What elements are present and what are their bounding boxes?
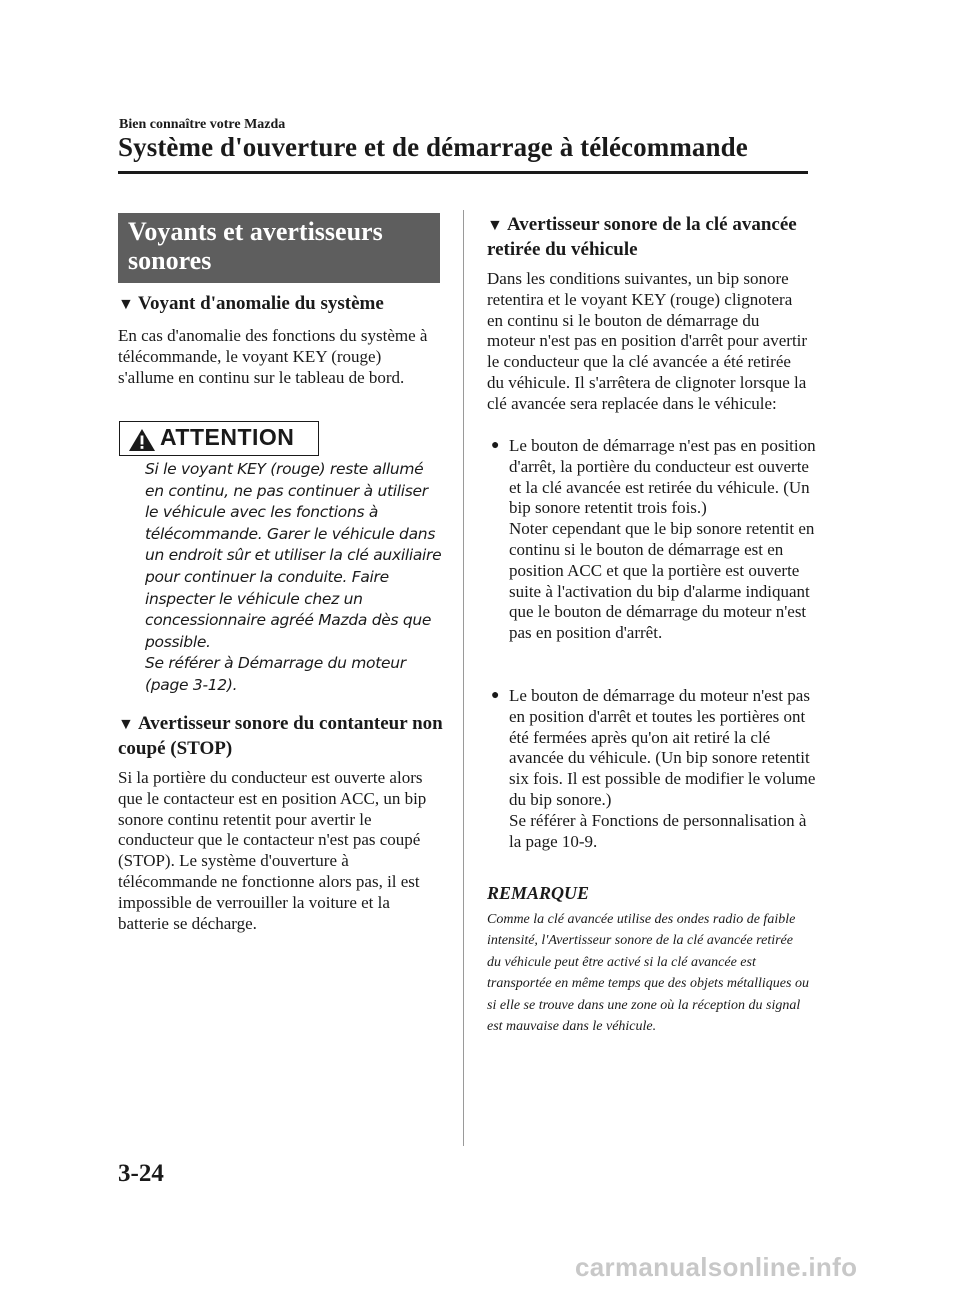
header-subtitle: Bien connaître votre Mazda: [119, 117, 286, 132]
paragraph-system-anomaly: En cas d'anomalie des fonctions du système à télécommande, le voyant KEY (rouge) s'allume en continu sur le tableau de bord.: [118, 326, 428, 387]
triangle-down-icon: ▼: [118, 296, 134, 313]
warning-triangle-icon: [128, 428, 156, 452]
attention-reference: Se référer à Démarrage du moteur (page 3-12).: [145, 654, 406, 694]
list-item-note: Se référer à Fonctions de personnalisation à la page 10-9.: [509, 810, 807, 851]
triangle-down-icon: ▼: [487, 217, 503, 234]
bullet-icon: ●: [491, 688, 500, 703]
list-item: [491, 436, 816, 644]
attention-label: ATTENTION: [160, 424, 295, 450]
column-divider: [463, 210, 464, 1146]
page-number: 3-24: [118, 1160, 164, 1187]
section-title-box: [118, 213, 440, 283]
subheading-text: Avertisseur sonore du contanteur non coupé (STOP): [118, 713, 443, 759]
watermark: carmanualsonline.info: [575, 1252, 858, 1282]
list-item-text: Le bouton de démarrage n'est pas en position d'arrêt, la portière du conducteur est ouverte et la clé avancée est retirée du véhicule. (Un bip sonore retentit trois fois.): [509, 436, 816, 518]
page-title: Système d'ouverture et de démarrage à télécommande: [118, 132, 748, 162]
list-item: [491, 686, 816, 852]
subheading-key-removed: [487, 213, 809, 262]
paragraph-key-removed: Dans les conditions suivantes, un bip sonore retentira et le voyant KEY (rouge) clignotera en continu si le bouton de démarrage du moteur n'est pas en position d'arrêt pour avertir le conducteur que la clé avancée a été retirée du véhicule. Il s'arrêtera de clignoter lorsque la clé avancée sera replacée dans le véhicule:: [487, 269, 808, 413]
list-item-note: Noter cependant que le bip sonore retentit en continu si le bouton de démarrage est en position ACC et que la portière est ouverte suite à l'activation du bip d'alarme indiquant que le bouton de démarrage du moteur n'est pas en position d'arrêt.: [509, 519, 815, 643]
section-title: Voyants et avertisseurs sonores: [128, 217, 383, 275]
header-rule: [118, 171, 808, 174]
paragraph-contact-buzzer: Si la portière du conducteur est ouverte alors que le contacteur est en position ACC, un bip sonore continu retentit pour avertir le conducteur que le contacteur n'est pas coupé (STOP). Le système d'ouverture à télécommande ne fonctionne alors pas, il est impossible de verrouiller la voiture et la batterie se décharge.: [118, 768, 427, 933]
subheading-text: Voyant d'anomalie du système: [138, 293, 384, 314]
subheading-contact-buzzer: [118, 712, 448, 761]
triangle-down-icon: ▼: [118, 716, 134, 733]
bullet-icon: ●: [491, 438, 500, 453]
attention-body: Si le voyant KEY (rouge) reste allumé en continu, ne pas continuer à utiliser le véhicule avec les fonctions à télécommande. Garer le véhicule dans un endroit sûr et utiliser la clé auxiliaire pour continuer la conduite. Faire inspecter le véhicule chez un concessionnaire agréé Mazda dès que possible.: [145, 460, 442, 651]
subheading-text: Avertisseur sonore de la clé avancée retirée du véhicule: [487, 214, 797, 260]
list-item-text: Le bouton de démarrage du moteur n'est pas en position d'arrêt et toutes les portières ont été fermées après qu'on ait retiré la clé avancée du véhicule. (Un bip sonore retentit six fois. Il est possible de modifier le volume du bip sonore.): [509, 686, 816, 809]
subheading-system-anomaly: [118, 292, 448, 317]
note-title: REMARQUE: [487, 883, 590, 903]
attention-text: [145, 459, 445, 697]
attention-box: [119, 421, 319, 456]
note-text: Comme la clé avancée utilise des ondes radio de faible intensité, l'Avertisseur sonore de la clé avancée retirée du véhicule peut être activé si la clé avancée est transportée en même temps que des objets métalliques ou si elle se trouve dans une zone où la réception du signal est mauvaise dans le véhicule.: [487, 912, 809, 1035]
